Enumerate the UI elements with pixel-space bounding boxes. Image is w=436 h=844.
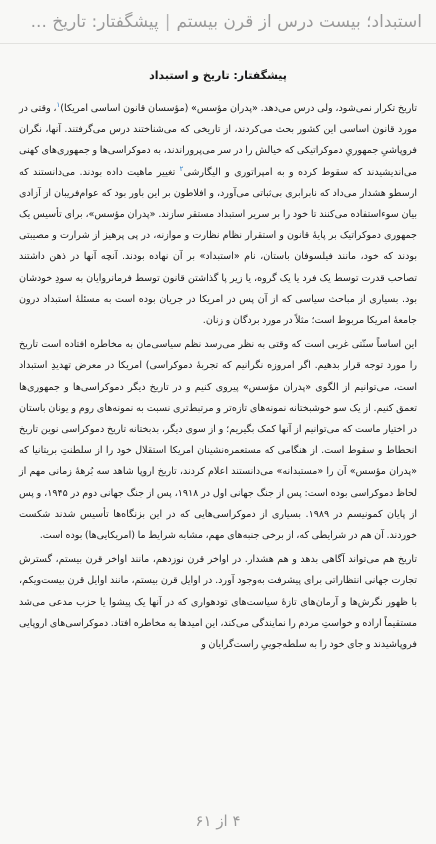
footnote-link[interactable]: ۲ xyxy=(179,164,184,173)
page-indicator: ۴ از ۶۱ xyxy=(195,812,241,830)
body-paragraph xyxy=(19,98,417,331)
reader-content[interactable] xyxy=(0,68,436,658)
paragraph-text: تاریخ تکرار نمی‌شود، ولی درس می‌دهد. «پدران مؤسس» (مؤسسان قانون اساسی امریکا) xyxy=(60,103,418,114)
title-separator: | xyxy=(164,11,171,32)
body-paragraph xyxy=(19,549,417,655)
paragraph-text: این اساساً سنّتی غربی است که وقتی به نظر می‌رسد نظم سیاسی‌مان به مخاطره افتاده است تاریخ را مورد توجه قرار بدهیم. اگر امروزه نگرانیم که تجربهٔ دموکراسی) امریکا در معرض تهدیدِ استبداد است، می‌توانیم از الگوی «پدران مؤسس» پیروی کنیم و در تاریخ دیگر دموکراسی‌ها و جمهوری‌ها تعمق کنیم. از یک سو خوشبختانه نمونه‌های تازه‌تر و مرتبط‌تری نسبت به نمونه‌های روم و یونان باستان در اختیار ماست که می‌توانیم از آنها کمک بگیریم؛ و از سوی دیگر، بدبختانه تاریخ دموکراسی نوین تاریخ انحطاط و سقوط است. از هنگامی که مستعمره‌نشینان امریکا استقلال خود را از سلطنتِ بریتانیا که «پدران مؤسس» آن را «مستبدانه» می‌دانستند اعلام کردند، تاریخ اروپا شاهد سه بُرههٔ زمانی مهم از لحاظ دموکراسی بوده است: پس از جنگ جهانی اول در ۱۹۱۸، پس از جنگ جهانی دوم در ۱۹۴۵، و پس از پایان کمونیسم در ۱۹۸۹. بسیاری از دموکراسی‌هایی که در این بزنگاه‌ها تأسیس شدند شکست خوردند. آن هم در شرایطی که، از برخی جنبه‌های مهم، مشابه شرایط ما (امریکایی‌ها) بوده است. xyxy=(19,339,417,542)
body-paragraph xyxy=(19,334,417,546)
paragraph-text: تاریخ هم می‌تواند آگاهی بدهد و هم هشدار. در اواخر قرن نوزدهم، مانند اواخر قرن بیستم، گسترش تجارت جهانی انتظاراتی برای پیشرفت به‌وجود آورد. در اوایل قرن بیستم، مانند اوایل قرن بیست‌ویکم، با ظهور نگرش‌ها و آرمان‌های تازهٔ سیاست‌های تودهواری که در آنها یک پیشوا یا حزب مدعی می‌شد مستقیماً اراده و خواستِ مردم را نمایندگی می‌کند، این امیدها به مخاطره افتاد. دموکراسی‌های اروپایی فروپاشیدند و جای خود را به سلطه‌جوییِ راست‌گرایان و xyxy=(19,554,417,651)
book-title: استبداد؛ بیست درس از قرن بیستم xyxy=(176,11,422,32)
section-heading: پیشگفتار: تاریخ و استبداد xyxy=(149,69,287,82)
paragraph-text: ، وقتی در مورد قانون اساسی این کشور بحث می‌کردند، از تاریخی که می‌شناختند درس می‌گرفتند. آنها، نگران فروپاشیِ جمهوریِ دموکراتیکی که خیالش را در سر می‌پروراندند، به دموکراسی‌ها و جمهوری‌های کهنی می‌اندیشیدند که سقوط کرده و به امپراتوری و الیگارشی xyxy=(19,103,417,178)
paragraph-container xyxy=(19,98,417,655)
footnote-link[interactable]: ۱ xyxy=(56,100,61,109)
book-chapter-title[interactable] xyxy=(31,12,422,32)
paragraph-text: تغییر ماهیت داده بودند. می‌دانستند که ارسطو هشدار می‌داد که نابرابری بی‌ثباتی می‌آورد، و افلاطون بر این باور بود که عوام‌فریبان از آزادی بیان سوءاستفاده می‌کنند تا خود را بر سریر استبداد مستقر سازند. «پدران مؤسس»، برای تأسیس یک جمهوری دموکراتیک بر پایهٔ قانون و استقرار نظام نظارت و موازنه، در پی پرهیز از شرارت و مصیبتی بودند که خود، مانند فیلسوفان باستان، نام «استبداد» بر آن نهاده بودند. آنچه آنها در ذهن داشتند تصاحب قدرت توسط یک فرد یا یک گروه، یا زیر پا گذاشتن قانون توسط فرمانروایان به سودِ خودشان بود. بسیاری از مباحث سیاسی که از آن پس در امریکا در جریان بوده است به مسئلهٔ استبداد درون جامعهٔ امریکا مربوط است؛ مثلاً در مورد بردگان و زنان. xyxy=(19,166,417,327)
reader-header xyxy=(0,0,436,44)
chapter-title: پیشگفتار: تاریخ ... xyxy=(30,11,159,32)
